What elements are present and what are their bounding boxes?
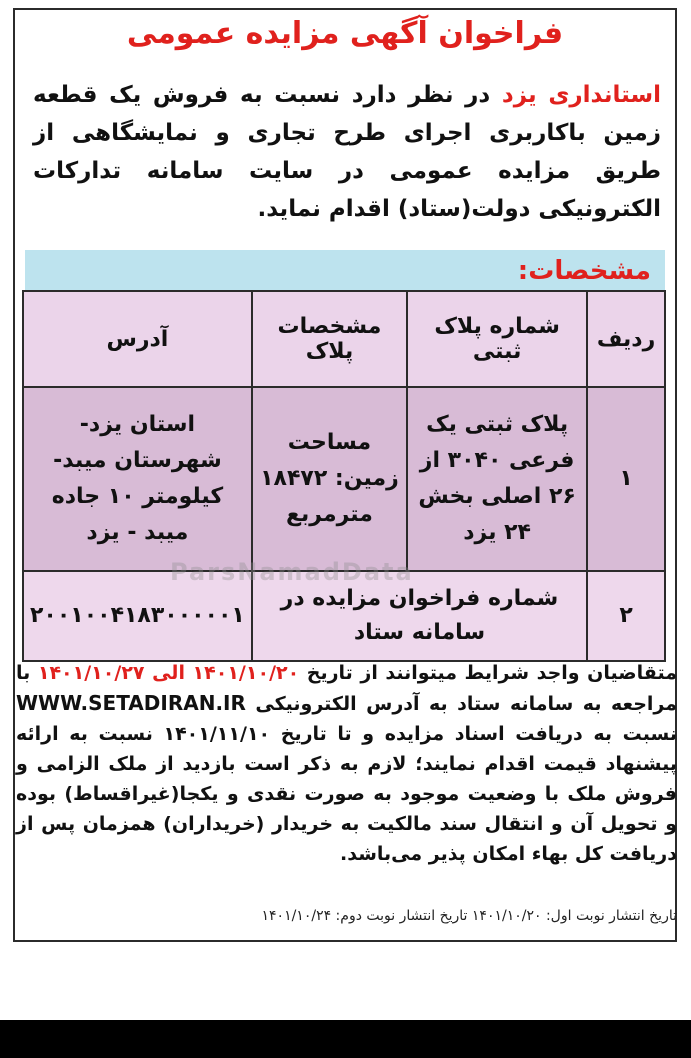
intro-text: در نظر دارد نسبت به فروش یک قطعه زمین باکاربری اجرای طرح تجاری و نمایشگاهی از طریق مزایده عمومی در سایت سامانه تدارکات الکترونیکی دولت(ستاد) اقدام نماید.: [33, 82, 661, 222]
date-range: ۱۴۰۱/۱۰/۲۰ الی ۱۴۰۱/۱۰/۲۷: [37, 662, 300, 684]
col-index-header: ردیف: [587, 291, 665, 387]
notice-title: فراخوان آگهی مزایده عمومی: [126, 16, 564, 51]
specs-header-bar: [25, 250, 665, 292]
watermark: ParsNamadData: [170, 558, 414, 586]
organization-name: استانداری یزد: [501, 82, 661, 108]
footer-paragraph: [16, 658, 677, 869]
tender-number-value: ۲۰۰۱۰۰۴۱۸۳۰۰۰۰۰۱: [23, 571, 252, 661]
intro-paragraph: [33, 76, 661, 228]
website-link[interactable]: WWW.SETADIRAN.IR: [16, 691, 246, 715]
row-index: ۲: [587, 571, 665, 661]
specs-table: [22, 290, 666, 662]
row-index: ۱: [587, 387, 665, 571]
col-specs-header: مشخصات پلاک: [252, 291, 407, 387]
specs-header-label: مشخصات:: [517, 256, 651, 286]
publication-dates: تاریخ انتشار نوبت اول: ۱۴۰۱/۱۰/۲۰ تاریخ انتشار نوبت دوم: ۱۴۰۱/۱۰/۲۴: [261, 908, 677, 924]
table-header-row: [23, 291, 665, 387]
row-specs: مساحت زمین: ۱۸۴۷۲ مترمربع: [252, 387, 407, 571]
tender-number-label: شماره فراخوان مزایده در سامانه ستاد: [252, 571, 587, 661]
footer-part2: با مراجعه به سامانه ستاد به آدرس الکترونیکی: [16, 662, 677, 715]
footer-part3: نسبت به دریافت اسناد مزایده و تا تاریخ ۱۴۰۱/۱۱/۱۰ نسبت به ارائه پیشنهاد قیمت اقدام نمایند؛ لازم به ذکر است بازدید از ملک الزامی و فروش ملک با وضعیت موجود به صورت نقدی و یکجا(غیراقساط) بوده و تحویل آن و انتقال سند مالکیت به خریدار (خریداران) همزمان پس از دریافت کل بهاء امکان پذیر می‌باشد.: [16, 723, 677, 865]
col-plate-header: شماره پلاک ثبتی: [407, 291, 587, 387]
bottom-band: [0, 1020, 691, 1058]
row-plate: پلاک ثبتی یک فرعی ۳۰۴۰ از ۲۶ اصلی بخش ۲۴ یزد: [407, 387, 587, 571]
footer-part1: متقاضیان واجد شرایط میتوانند از تاریخ: [306, 662, 677, 684]
table-row: [23, 387, 665, 571]
row-address: استان یزد- شهرستان میبد- کیلومتر ۱۰ جاده میبد - یزد: [23, 387, 252, 571]
col-address-header: آدرس: [23, 291, 252, 387]
